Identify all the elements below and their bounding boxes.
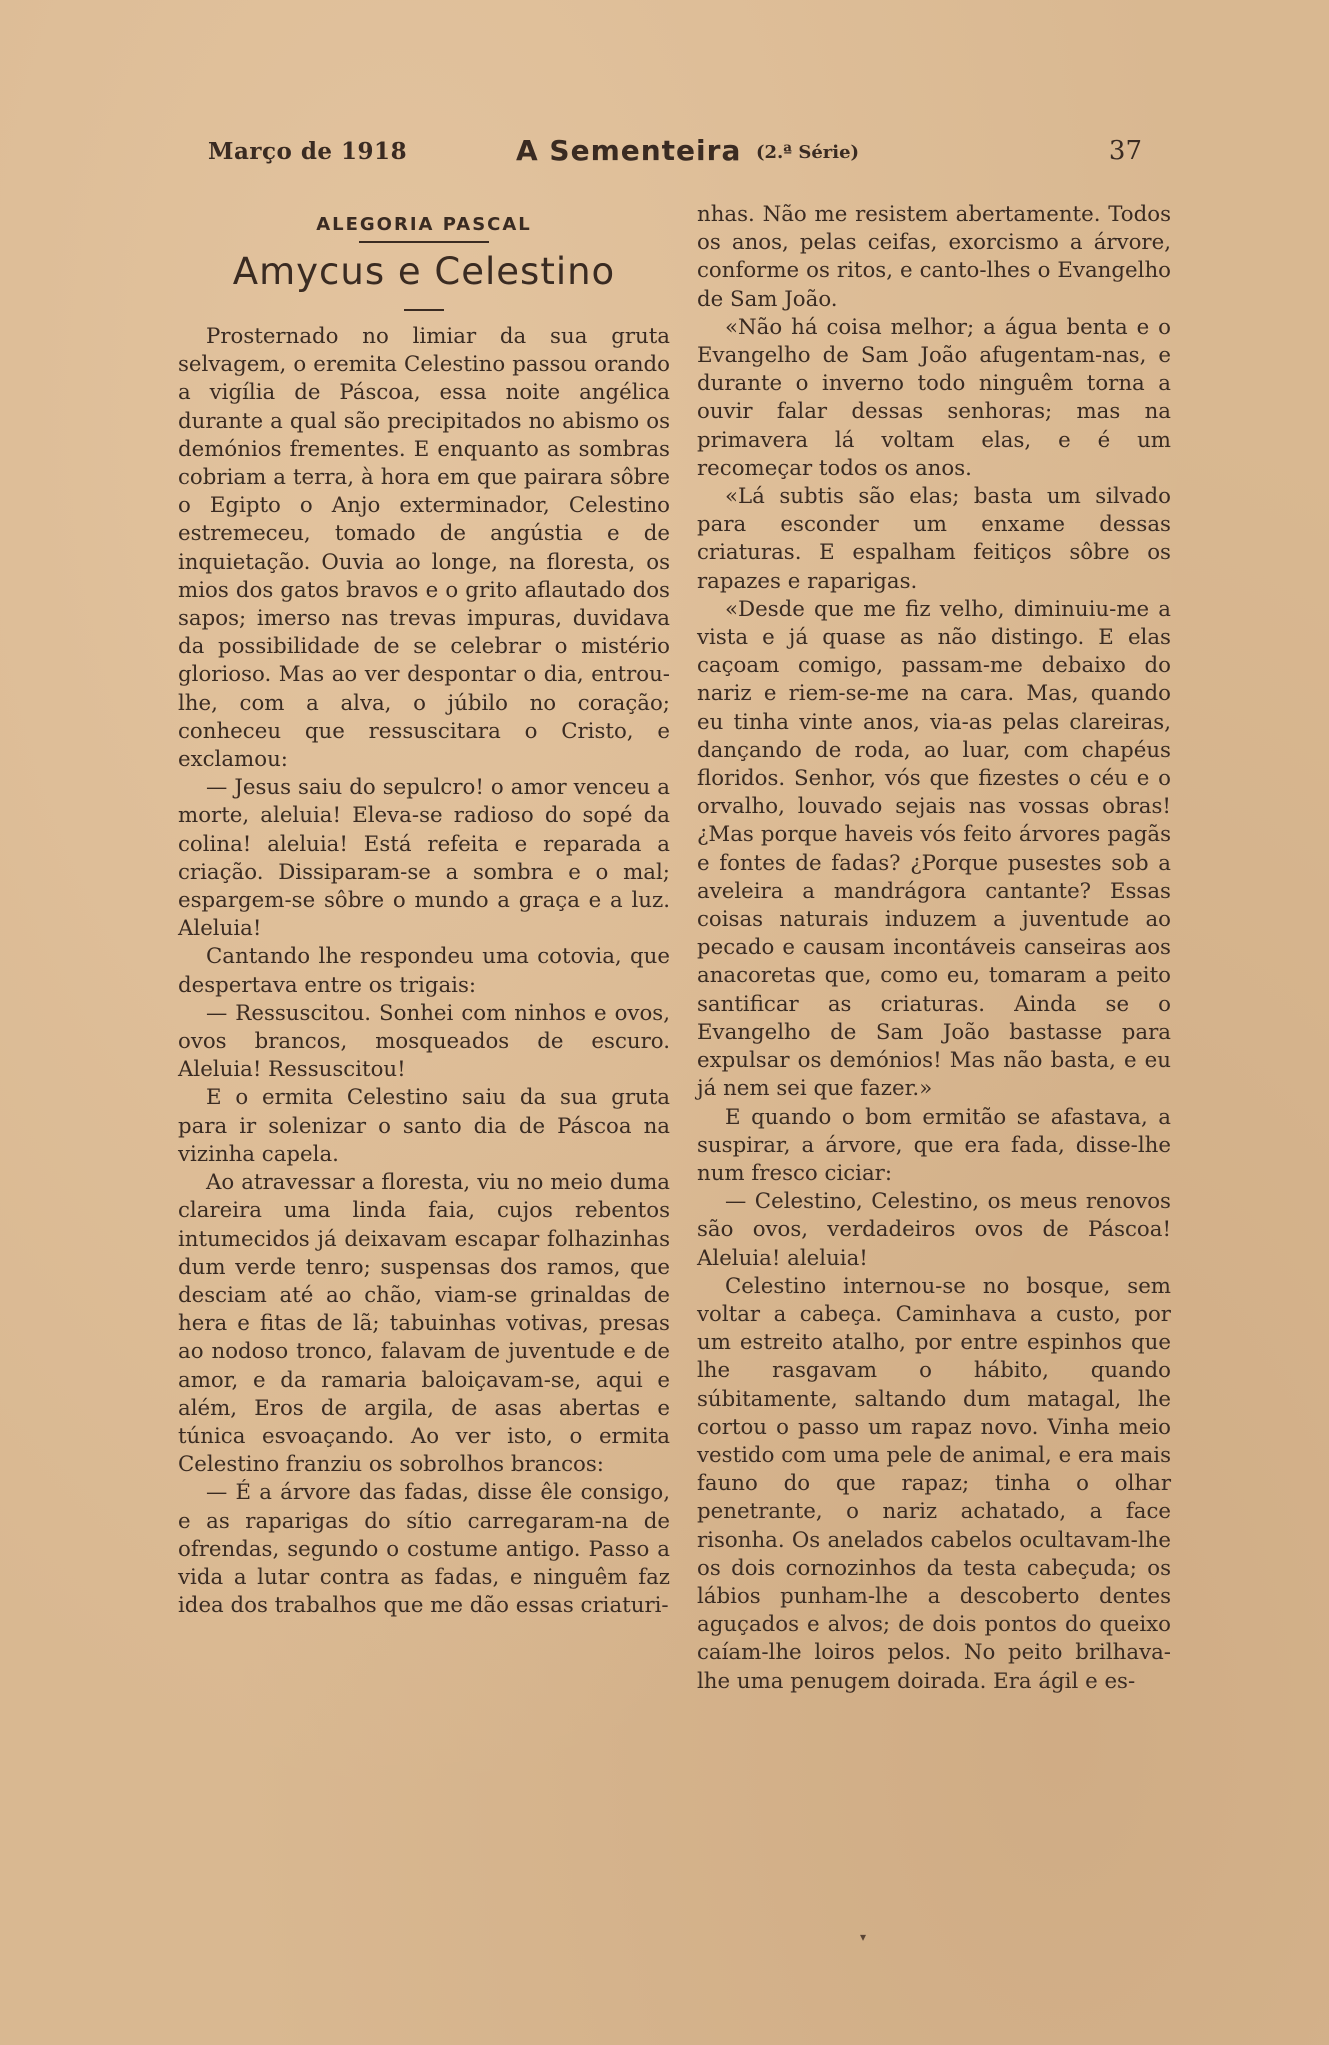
paragraph: — Celestino, Celestino, os meus renovos são ovos, verdadeiros ovos de Páscoa! Aleluia! aleluia! [697, 1189, 1171, 1271]
paragraph: «Desde que me fiz velho, diminuiu-me a vista e já quase as não distingo. E elas caçoam comigo, passam-me debaixo do nariz e riem-se-me na cara. Mas, quando eu tinha vinte anos, via-as pelas clareiras, dançando de roda, ao luar, com chapéus floridos. Senhor, vós que fizestes o céu e o orvalho, louvado sejais nas vossas obras! ¿Mas porque haveis vós feito árvores pagãs e fontes de fadas? ¿Porque pusestes sob a aveleira a mandrágora cantante? Essas coisas naturais induzem a juventude ao pecado e causam incontáveis canseiras aos anacoretas que, como eu, tomaram a peito santificar as criaturas. Ainda se o Evangelho de Sam João bastasse para expulsar os demónios! Mas não basta, e eu já nem sei que fazer.» [697, 596, 1171, 1102]
paragraph: — É a árvore das fadas, disse êle consigo, e as raparigas do sítio carregaram-na de ofrendas, segundo o costume antigo. Passo a vida a lutar contra as fadas, e ninguêm faz idea dos trabalhos que me dão essas criaturi- [178, 1480, 670, 1619]
paragraph: Cantando lhe respondeu uma cotovia, que despertava entre os trigais: [178, 944, 670, 998]
paragraph: «Não há coisa melhor; a água benta e o Evangelho de Sam João afugentam-nas, e durante o inverno todo ninguêm torna a ouvir falar dessas senhoras; mas na primavera lá voltam elas, e é um recomeçar todos os anos. [697, 314, 1171, 481]
article-kicker: ALEGORIA PASCAL [316, 214, 532, 235]
paragraph: «Lá subtis são elas; basta um silvado para esconder um enxame dessas criaturas. E espalham feitiços sôbre os rapazes e raparigas. [697, 484, 1171, 594]
page-number: 37 [1108, 136, 1142, 166]
article-title: Amycus e Celestino [232, 250, 616, 293]
paragraph: Prosternado no limiar da sua gruta selvagem, o eremita Celestino passou orando a vigília de Páscoa, essa noite angélica durante a qual são precipitados no abismo os demónios frementes. E enquanto as sombras cobriam a terra, à hora em que pairara sôbre o Egipto o Anjo exterminador, Celestino estremeceu, tomado de angústia e de inquietação. Ouvia ao longe, na floresta, os mios dos gatos bravos e o grito aflautado dos sapos; imerso nas trevas impuras, duvidava da possibilidade de se celebrar o mistério glorioso. Mas ao ver despontar o dia, entrou-lhe, com a alva, o júbilo no coração; conheceu que ressuscitara o Cristo, e exclamou: [178, 324, 670, 773]
paragraph: — Jesus saiu do sepulcro! o amor venceu a morte, aleluia! Eleva-se radioso do sopé da colina! aleluia! Está refeita e reparada a criação. Dissiparam-se a sombra e o mal; espargem-se sôbre o mundo a graça e a luz. Aleluia! [178, 775, 670, 942]
paragraph: — Ressuscitou. Sonhei com ninhos e ovos, ovos brancos, mosqueados de escuro. Aleluia! Ressuscitou! [178, 1000, 670, 1083]
paragraph: Celestino internou-se no bosque, sem voltar a cabeça. Caminhava a custo, por um estreito atalho, por entre espinhos que lhe rasgavam o hábito, quando súbitamente, saltando dum matagal, lhe cortou o passo um rapaz novo. Vinha meio vestido com uma pele de animal, e era mais fauno do que rapaz; tinha o olhar penetrante, o nariz achatado, a face risonha. Os anelados cabelos ocultavam-lhe os dois cornozinhos da testa cabeçuda; os lábios punham-lhe a descoberto dentes aguçados e alvos; de dois pontos do queixo caíam-lhe loiros pelos. No peito brilhava-lhe uma penugem doirada. Era ágil e es- [697, 1273, 1171, 1694]
paragraph: Ao atravessar a floresta, viu no meio duma clareira uma linda faia, cujos rebentos intumecidos já deixavam escapar folhazinhas dum verde tenro; suspensas dos ramos, que desciam até ao chão, viam-se grinaldas de hera e fitas de lã; tabuinhas votivas, presas ao nodoso tronco, falavam de juventude e de amor, e da ramaria baloiçavam-se, aqui e além, Eros de argila, de asas abertas e túnica esvoaçando. Ao ver isto, o ermita Celestino franziu os sobrolhos brancos: [178, 1170, 670, 1478]
paragraph: E quando o bom ermitão se afastava, a suspirar, a árvore, que era fada, disse-lhe num fresco ciciar: [697, 1104, 1171, 1186]
title-rule-bottom [404, 309, 444, 311]
series-label: (2.ª Série) [756, 142, 860, 163]
issue-date: Março de 1918 [208, 138, 408, 165]
left-column [178, 201, 670, 1620]
paragraph: E o ermita Celestino saiu da sua gruta para ir solenizar o santo dia de Páscoa na vizinha capela. [178, 1085, 670, 1167]
paragraph: nhas. Não me resistem abertamente. Todos os anos, pelas ceifas, exorcismo a árvore, conforme os ritos, e canto-lhes o Evangelho de Sam João. [697, 202, 1171, 312]
title-rule-top [359, 241, 489, 243]
right-column [697, 201, 1171, 1696]
publication-title: A Sementeira [516, 134, 742, 167]
print-mark: ▾ [860, 1930, 867, 1944]
page-header [208, 134, 1148, 174]
